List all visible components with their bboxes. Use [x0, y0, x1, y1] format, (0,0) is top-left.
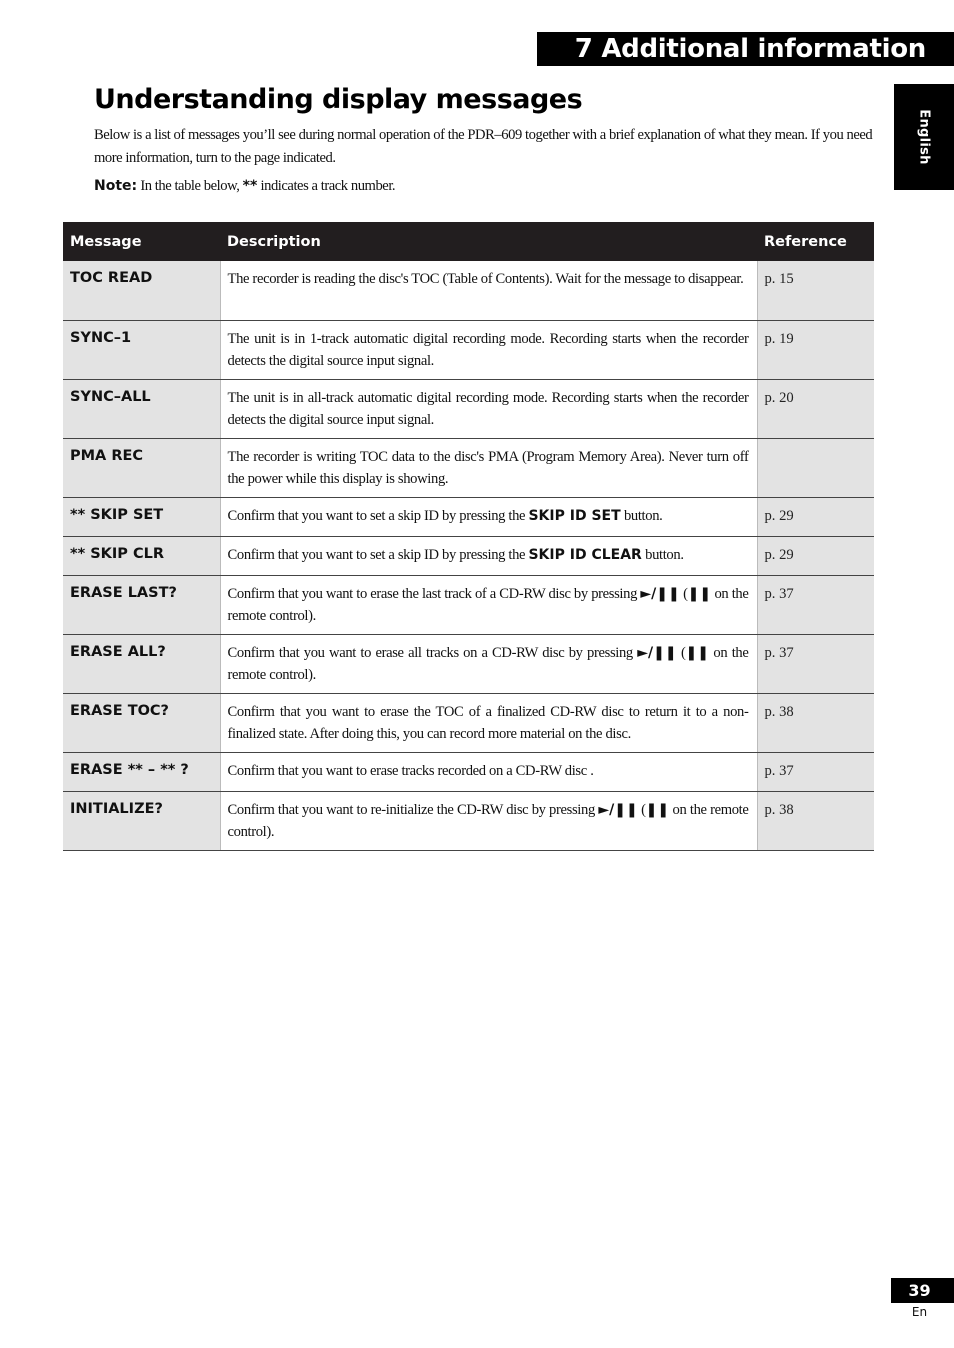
message-cell: ERASE TOC? — [63, 693, 220, 752]
description-text: on the remote control). — [227, 801, 749, 840]
description-cell: The recorder is reading the disc's TOC (Table of Contents). Wait for the message to disappear. — [220, 261, 757, 320]
button-name: SKIP ID CLEAR — [528, 546, 642, 563]
message-cell: SYNC–ALL — [63, 379, 220, 438]
message-cell: ERASE ALL? — [63, 634, 220, 693]
play-pause-symbol: ►/❚❚ — [637, 644, 677, 661]
table-row — [63, 634, 874, 693]
description-text: Confirm that you want to erase all tracks on a CD-RW disc by pressing — [227, 644, 638, 661]
description-text: on the remote control). — [227, 585, 749, 624]
description-cell — [220, 575, 757, 634]
table-row — [63, 752, 874, 791]
pause-symbol: ❚❚ — [687, 585, 712, 602]
note-marker: ** — [242, 178, 258, 194]
header-message: Message — [63, 222, 220, 261]
reference-cell: p. 29 — [757, 536, 874, 575]
table-row — [63, 320, 874, 379]
description-cell — [220, 497, 757, 536]
description-cell — [220, 634, 757, 693]
table-row — [63, 261, 874, 320]
description-cell — [220, 536, 757, 575]
description-text: on the remote control). — [227, 644, 749, 683]
table-row — [63, 536, 874, 575]
reference-cell: p. 37 — [757, 575, 874, 634]
description-text: button. — [620, 507, 663, 524]
description-text: Confirm that you want to set a skip ID by pressing the — [227, 546, 529, 563]
play-pause-symbol: ►/❚❚ — [598, 801, 638, 818]
description-text: Confirm that you want to re-initialize the CD-RW disc by pressing — [227, 801, 599, 818]
message-cell: PMA REC — [63, 438, 220, 497]
button-name: SKIP ID SET — [528, 507, 621, 524]
reference-cell: p. 37 — [757, 634, 874, 693]
page-language: En — [911, 1305, 928, 1319]
description-cell: The recorder is writing TOC data to the disc's PMA (Program Memory Area). Never turn off the power while this display is showing. — [220, 438, 757, 497]
description-cell: The unit is in all-track automatic digital recording mode. Recording starts when the recorder detects the digital source input signal. — [220, 379, 757, 438]
header-reference: Reference — [757, 222, 874, 261]
description-text: Confirm that you want to erase the last track of a CD-RW disc by pressing — [227, 585, 641, 602]
message-cell: ERASE LAST? — [63, 575, 220, 634]
description-text: ( — [637, 801, 646, 818]
note-text-before: In the table below, — [137, 178, 243, 194]
table-header-row — [63, 222, 874, 261]
pause-symbol: ❚❚ — [685, 644, 710, 661]
language-tab — [894, 84, 954, 190]
description-text: Confirm that you want to set a skip ID by pressing the — [227, 507, 529, 524]
reference-cell: p. 19 — [757, 320, 874, 379]
reference-cell: p. 38 — [757, 791, 874, 850]
display-messages-table — [63, 222, 874, 851]
description-cell: Confirm that you want to erase the TOC of a finalized CD-RW disc to return it to a non-finalized state. After doing this, you can record more material on the disc. — [220, 693, 757, 752]
message-cell: ** SKIP CLR — [63, 536, 220, 575]
reference-cell: p. 37 — [757, 752, 874, 791]
reference-cell: p. 38 — [757, 693, 874, 752]
language-tab-label: English — [916, 109, 932, 165]
message-cell: ** SKIP SET — [63, 497, 220, 536]
description-text: ( — [676, 644, 686, 661]
reference-cell: p. 15 — [757, 261, 874, 320]
intro-paragraph: Below is a list of messages you’ll see during normal operation of the PDR–609 together with a brief explanation of what they mean. If you need more information, turn to the page indicated. — [94, 127, 873, 166]
message-cell: TOC READ — [63, 261, 220, 320]
table-row — [63, 379, 874, 438]
description-cell: The unit is in 1-track automatic digital recording mode. Recording starts when the recorder detects the digital source input signal. — [220, 320, 757, 379]
description-cell — [220, 791, 757, 850]
message-cell: SYNC–1 — [63, 320, 220, 379]
reference-cell — [757, 438, 874, 497]
pause-symbol: ❚❚ — [645, 801, 670, 818]
note-label: Note: — [94, 178, 138, 194]
description-cell: Confirm that you want to erase tracks recorded on a CD-RW disc . — [220, 752, 757, 791]
play-pause-symbol: ►/❚❚ — [640, 585, 680, 602]
reference-cell: p. 29 — [757, 497, 874, 536]
table-row — [63, 497, 874, 536]
table-row — [63, 575, 874, 634]
table-row — [63, 693, 874, 752]
header-description: Description — [220, 222, 757, 261]
message-cell: ERASE ** – ** ? — [63, 752, 220, 791]
reference-cell: p. 20 — [757, 379, 874, 438]
note — [94, 175, 395, 197]
page-number: 39 — [891, 1278, 954, 1303]
description-text: ( — [679, 585, 688, 602]
table-row — [63, 438, 874, 497]
note-text-after: indicates a track number. — [257, 178, 396, 194]
chapter-header: 7 Additional information — [537, 32, 954, 66]
table-row — [63, 791, 874, 850]
page-title: Understanding display messages — [94, 84, 583, 115]
message-cell: INITIALIZE? — [63, 791, 220, 850]
description-text: button. — [641, 546, 684, 563]
